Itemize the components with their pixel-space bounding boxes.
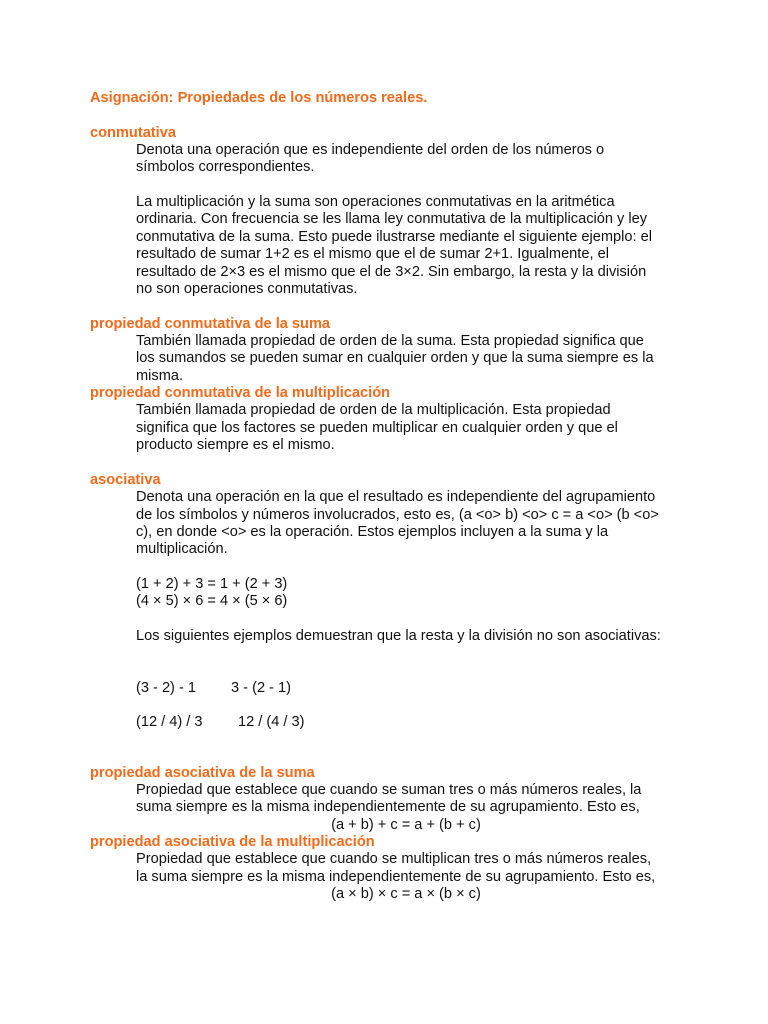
paragraph-line: resultado de 2×3 es el mismo que el de 3×2. Sin embargo, la resta y la división — [136, 264, 647, 280]
section-heading-conmutativa-suma: propiedad conmutativa de la suma — [90, 316, 331, 332]
resta-example-left: (3 - 2) - 1 — [136, 680, 197, 696]
paragraph-line: multiplicación. — [136, 541, 228, 557]
section-heading-conmutativa-multiplicacion: propiedad conmutativa de la multiplicación — [90, 385, 391, 401]
formula-asociativa-multiplicacion: (a × b) × c = a × (b × c) — [331, 886, 481, 902]
section-heading-asociativa-multiplicacion: propiedad asociativa de la multiplicación — [90, 834, 375, 850]
paragraph-line: suma siempre es la misma independientemente de su agrupamiento. Esto es, — [136, 799, 640, 815]
division-example-right: 12 / (4 / 3) — [238, 714, 305, 730]
paragraph-line: significa que los factores se pueden multiplicar en cualquier orden y que el — [136, 420, 618, 436]
formula-asociativa-suma: (a + b) + c = a + (b + c) — [331, 817, 481, 833]
paragraph-line: los sumandos se pueden sumar en cualquier orden y que la suma siempre es la — [136, 350, 654, 366]
example-formula: (1 + 2) + 3 = 1 + (2 + 3) — [136, 576, 288, 592]
section-heading-asociativa-suma: propiedad asociativa de la suma — [90, 765, 315, 781]
paragraph-line: misma. — [136, 368, 184, 384]
paragraph-line: no son operaciones conmutativas. — [136, 281, 358, 297]
section-heading-conmutativa: conmutativa — [90, 125, 176, 141]
resta-example-right: 3 - (2 - 1) — [231, 680, 292, 696]
paragraph-line: Propiedad que establece que cuando se suman tres o más números reales, la — [136, 782, 642, 798]
paragraph-line: ordinaria. Con frecuencia se les llama ley conmutativa de la multiplicación y ley — [136, 211, 648, 227]
paragraph-line: Los siguientes ejemplos demuestran que la resta y la división no son asociativas: — [136, 628, 661, 644]
document-title: Asignación: Propiedades de los números reales. — [90, 90, 428, 106]
paragraph-line: Propiedad que establece que cuando se multiplican tres o más números reales, — [136, 851, 652, 867]
paragraph-line: Denota una operación que es independiente del orden de los números o — [136, 142, 605, 158]
paragraph-line: símbolos correspondientes. — [136, 159, 315, 175]
paragraph-line: la suma siempre es la misma independientemente de su agrupamiento. Esto es, — [136, 869, 656, 885]
section-heading-asociativa: asociativa — [90, 472, 161, 488]
paragraph-line: La multiplicación y la suma son operaciones conmutativas en la aritmética — [136, 194, 615, 210]
division-example-left: (12 / 4) / 3 — [136, 714, 203, 730]
paragraph-line: producto siempre es el mismo. — [136, 437, 335, 453]
paragraph-line: Denota una operación en la que el resultado es independiente del agrupamiento — [136, 489, 656, 505]
paragraph-line: También llamada propiedad de orden de la suma. Esta propiedad significa que — [136, 333, 644, 349]
paragraph-line: conmutativa de la suma. Esto puede ilustrarse mediante el siguiente ejemplo: el — [136, 229, 652, 245]
paragraph-line: También llamada propiedad de orden de la multiplicación. Esta propiedad — [136, 402, 611, 418]
example-formula: (4 × 5) × 6 = 4 × (5 × 6) — [136, 593, 288, 609]
paragraph-line: resultado de sumar 1+2 es el mismo que el de sumar 2+1. Igualmente, el — [136, 246, 609, 262]
paragraph-line: c), en donde <o> es la operación. Estos ejemplos incluyen a la suma y la — [136, 524, 609, 540]
paragraph-line: de los símbolos y números involucrados, esto es, (a <o> b) <o> c = a <o> (b <o> — [136, 507, 659, 523]
